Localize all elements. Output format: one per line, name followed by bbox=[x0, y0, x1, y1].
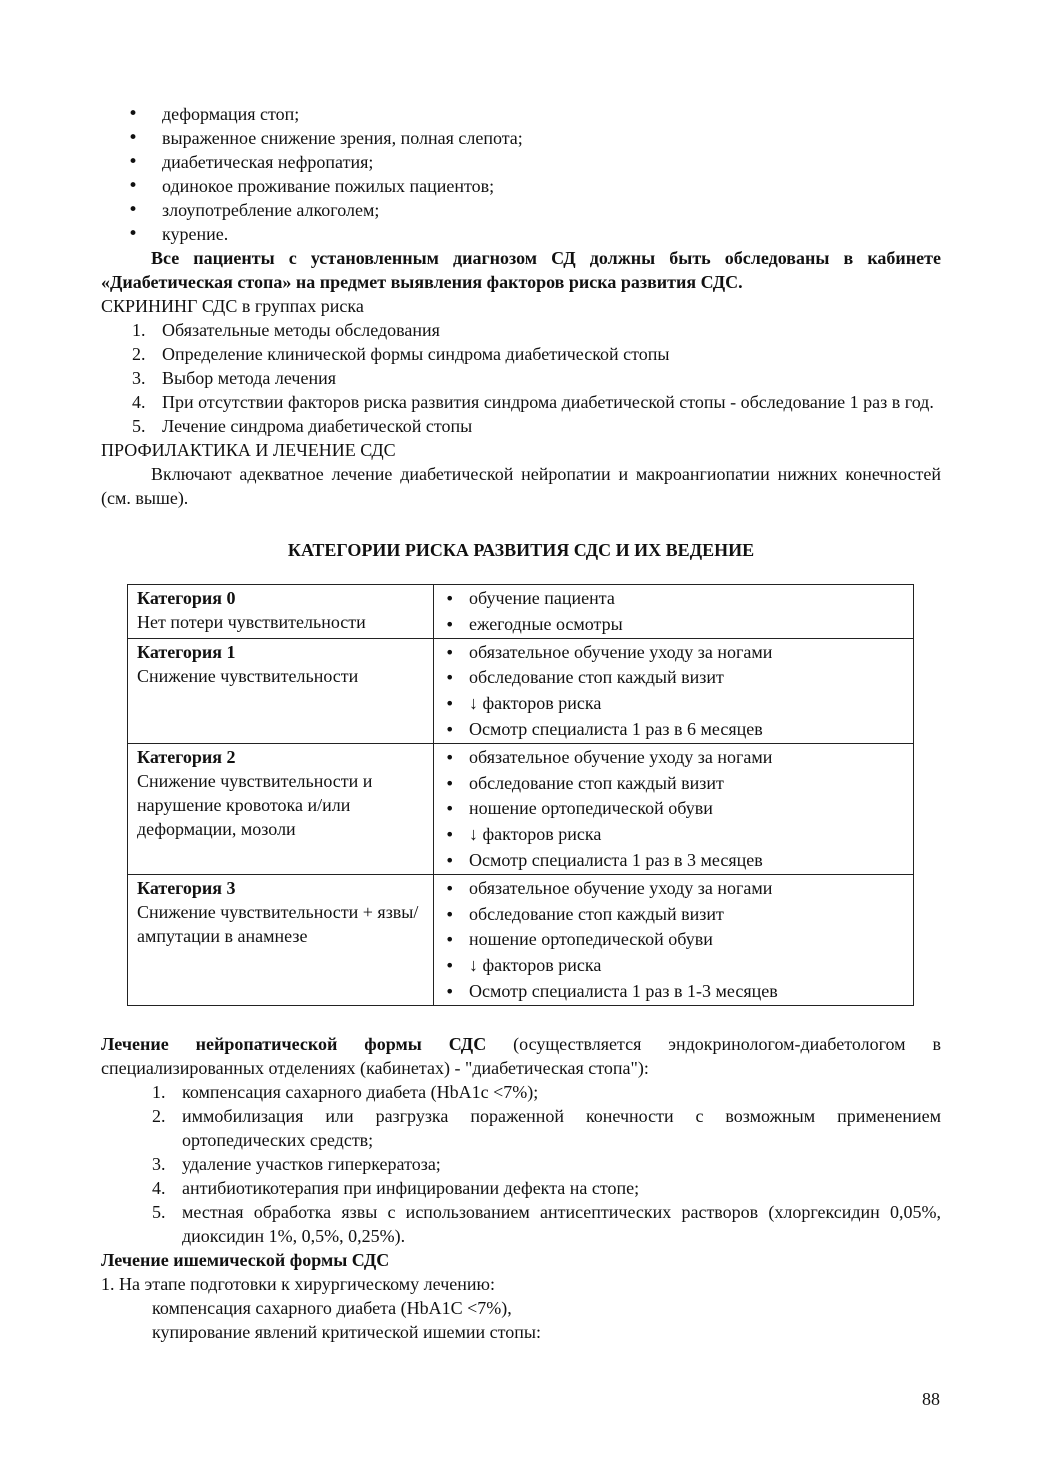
item-text: Определение клинической формы синдрома диабетической стопы bbox=[162, 344, 670, 364]
actions-cell bbox=[434, 638, 914, 743]
item-number: 3. bbox=[132, 368, 146, 388]
list-item bbox=[101, 1080, 941, 1104]
action-item: • ↓ факторов риска bbox=[443, 691, 905, 717]
list-item: • диабетическая нефропатия; bbox=[101, 150, 941, 174]
action-item: • ношение ортопедической обуви bbox=[443, 796, 905, 822]
list-item bbox=[101, 390, 941, 414]
actions-list bbox=[443, 640, 905, 743]
action-item: • Осмотр специалиста 1 раз в 6 месяцев bbox=[443, 717, 905, 743]
action-item: • обследование стоп каждый визит bbox=[443, 665, 905, 691]
neuro-paragraph bbox=[101, 1032, 941, 1080]
category-label: Категория 1 bbox=[137, 641, 236, 662]
category-label: Категория 2 bbox=[137, 746, 236, 767]
category-description: Снижение чувствительности bbox=[137, 665, 359, 686]
action-item: • ↓ факторов риска bbox=[443, 953, 905, 979]
category-cell bbox=[128, 743, 434, 874]
list-item: • выраженное снижение зрения, полная слепота; bbox=[101, 126, 941, 150]
item-number: 5. bbox=[152, 1201, 166, 1222]
ischemic-step: 1. На этапе подготовки к хирургическому лечению: bbox=[101, 1273, 495, 1294]
screening-heading: СКРИНИНГ СДС в группах риска bbox=[101, 296, 364, 316]
neuro-treatment-list bbox=[101, 1080, 941, 1248]
category-cell bbox=[128, 585, 434, 639]
list-item bbox=[101, 1104, 941, 1152]
ischemic-sub-item: купирование явлений критической ишемии стопы: bbox=[152, 1321, 541, 1342]
action-item: • обязательное обучение уходу за ногами bbox=[443, 745, 905, 771]
risk-category-table bbox=[127, 584, 914, 1006]
item-number: 4. bbox=[152, 1177, 166, 1198]
table-row bbox=[128, 874, 914, 1005]
action-item: • обучение пациента bbox=[443, 586, 905, 612]
list-item: • одинокое проживание пожилых пациентов; bbox=[101, 174, 941, 198]
item-text: Лечение синдрома диабетической стопы bbox=[162, 416, 473, 436]
item-text: Выбор метода лечения bbox=[162, 368, 337, 388]
action-item: • обследование стоп каждый визит bbox=[443, 771, 905, 797]
item-number: 1. bbox=[152, 1081, 166, 1102]
document-page bbox=[101, 102, 941, 1344]
action-item: • ношение ортопедической обуви bbox=[443, 927, 905, 953]
risk-factor-list bbox=[101, 102, 941, 246]
list-item bbox=[101, 1200, 941, 1248]
actions-list bbox=[443, 745, 905, 874]
category-description: Нет потери чувствительности bbox=[137, 612, 366, 632]
category-cell bbox=[128, 638, 434, 743]
action-item: • обязательное обучение уходу за ногами bbox=[443, 876, 905, 902]
item-text: Обязательные методы обследования bbox=[162, 320, 440, 340]
item-number: 1. bbox=[132, 320, 146, 340]
table-row bbox=[128, 638, 914, 743]
category-cell bbox=[128, 874, 434, 1005]
item-number: 4. bbox=[132, 392, 146, 412]
actions-list bbox=[443, 876, 905, 1005]
list-item bbox=[101, 414, 941, 438]
ischemic-heading-text: Лечение ишемической формы СДС bbox=[101, 1249, 390, 1270]
category-description: Снижение чувствительности + язвы/ампутации в анамнезе bbox=[137, 901, 419, 946]
table-title: КАТЕГОРИИ РИСКА РАЗВИТИЯ СДС И ИХ ВЕДЕНИЕ bbox=[287, 540, 755, 560]
actions-cell bbox=[434, 743, 914, 874]
category-label: Категория 0 bbox=[137, 588, 236, 608]
category-description: Снижение чувствительности и нарушение кровотока и/или деформации, мозоли bbox=[137, 770, 373, 839]
actions-list bbox=[443, 586, 905, 638]
item-text: иммобилизация или разгрузка пораженной конечности с возможным применением ортопедических средств; bbox=[182, 1105, 941, 1150]
bold-statement-text: Все пациенты с установленным диагнозом СД должны быть обследованы в кабинете «Диабетическая стопа» на предмет выявления факторов риска развития СДС. bbox=[101, 248, 941, 292]
actions-cell bbox=[434, 585, 914, 639]
action-item: • Осмотр специалиста 1 раз в 1-3 месяцев bbox=[443, 979, 905, 1005]
ischemic-heading bbox=[101, 1248, 941, 1272]
screening-list bbox=[101, 318, 941, 438]
list-item bbox=[101, 318, 941, 342]
list-item bbox=[101, 366, 941, 390]
item-text: антибиотикотерапия при инфицировании дефекта на стопе; bbox=[182, 1177, 640, 1198]
prevention-text: Включают адекватное лечение диабетической нейропатии и макроангиопатии нижних конечностей (см. выше). bbox=[101, 464, 941, 508]
item-number: 3. bbox=[152, 1153, 166, 1174]
item-text: удаление участков гиперкератоза; bbox=[182, 1153, 441, 1174]
action-item: • обследование стоп каждый визит bbox=[443, 902, 905, 928]
item-number: 2. bbox=[152, 1105, 166, 1126]
item-text: компенсация сахарного диабета (HbA1c <7%); bbox=[182, 1081, 539, 1102]
table-row bbox=[128, 743, 914, 874]
list-item bbox=[101, 1152, 941, 1176]
list-item bbox=[101, 1176, 941, 1200]
neuro-heading: Лечение нейропатической формы СДС bbox=[101, 1033, 487, 1054]
neuro-note: (осуществляется эндокринологом-диабетологом в специализированных отделениях (кабинетах) - "диабетическая стопа"): bbox=[101, 1033, 941, 1078]
action-item: • обязательное обучение уходу за ногами bbox=[443, 640, 905, 666]
item-number: 5. bbox=[132, 416, 146, 436]
bold-statement bbox=[101, 246, 941, 294]
list-item: • курение. bbox=[101, 222, 941, 246]
item-text: местная обработка язвы с использованием антисептических растворов (хлоргексидин 0,05%, диоксидин 1%, 0,5%, 0,25%). bbox=[182, 1201, 941, 1246]
action-item: • ежегодные осмотры bbox=[443, 612, 905, 638]
table-row bbox=[128, 585, 914, 639]
action-item: • Осмотр специалиста 1 раз в 3 месяцев bbox=[443, 848, 905, 874]
list-item: • злоупотребление алкоголем; bbox=[101, 198, 941, 222]
item-text: При отсутствии факторов риска развития синдрома диабетической стопы - обследование 1 раз в год. bbox=[162, 392, 934, 412]
list-item: • деформация стоп; bbox=[101, 102, 941, 126]
item-number: 2. bbox=[132, 344, 146, 364]
action-item: • ↓ факторов риска bbox=[443, 822, 905, 848]
category-label: Категория 3 bbox=[137, 877, 236, 898]
list-item bbox=[101, 342, 941, 366]
prevention-heading: ПРОФИЛАКТИКА И ЛЕЧЕНИЕ СДС bbox=[101, 440, 396, 460]
actions-cell bbox=[434, 874, 914, 1005]
page-number: 88 bbox=[922, 1389, 940, 1409]
ischemic-sub-item: компенсация сахарного диабета (HbA1C <7%), bbox=[152, 1297, 512, 1318]
